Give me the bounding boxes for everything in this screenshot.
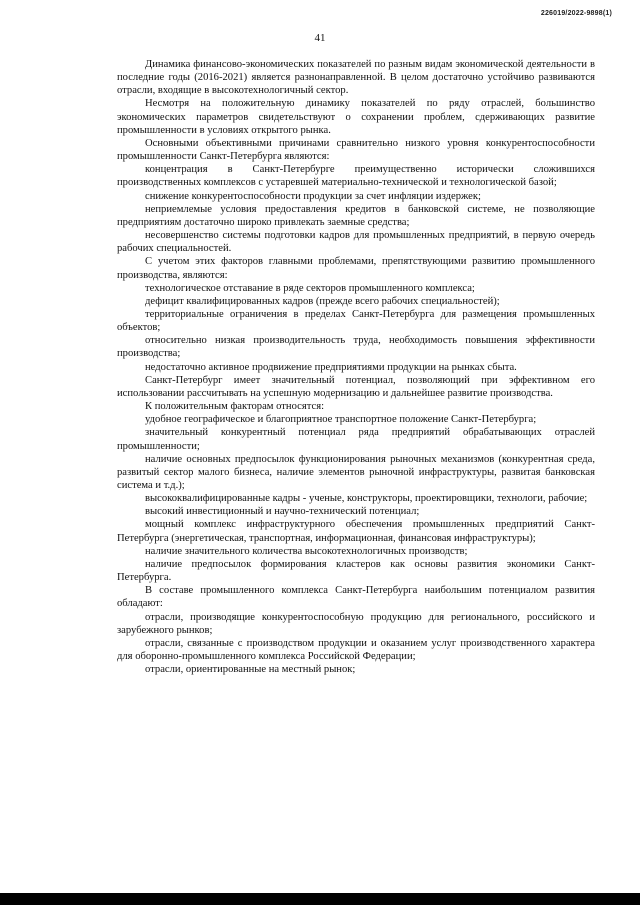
list-item: недостаточно активное продвижение предприятиями продукции на рынках сбыта. <box>145 361 517 373</box>
list-item: высокий инвестиционный и научно-технический потенциал; <box>145 506 420 518</box>
paragraph: С учетом этих факторов главными проблемами, препятствующими развитию промышленного производства, являются: <box>117 256 595 281</box>
document-body <box>117 58 595 676</box>
list-item: концентрация в Санкт-Петербурге преимущественно исторически сложившихся производственных комплексов с устаревшей материально-технической и технологической базой; <box>117 164 595 189</box>
list-item: дефицит квалифицированных кадров (прежде всего рабочих специальностей); <box>145 295 500 307</box>
list-item: высококвалифицированные кадры - ученые, конструкторы, проектировщики, технологи, рабочие; <box>145 493 588 505</box>
list-item: неприемлемые условия предоставления кредитов в банковской системе, не позволяющие предприятиям достаточно широко привлекать заемные средства; <box>117 203 595 228</box>
scan-bottom-edge <box>0 893 640 905</box>
paragraph: К положительным факторам относятся: <box>145 401 325 413</box>
list-item: отрасли, связанные с производством продукции и оказанием услуг производственного характера для оборонно-промышленного комплекса Российской Федерации; <box>117 637 595 663</box>
list-item: мощный комплекс инфраструктурного обеспечения промышленных предприятий Санкт-Петербурга (энергетическая, транспортная, информационная, финансовая инфраструктуры); <box>117 519 595 544</box>
page-number: 41 <box>314 32 326 44</box>
paragraph: Динамика финансово-экономических показателей по разным видам экономической деятельности в последние годы (2016-2021) является разнонаправленной. В целом достаточно устойчиво развиваются отрасли, входящие в высокотехнологичный сектор. <box>117 59 595 97</box>
list-item: значительный конкурентный потенциал ряда предприятий обрабатывающих отраслей промышленности; <box>117 427 595 452</box>
list-item: территориальные ограничения в пределах Санкт-Петербурга для размещения промышленных объектов; <box>117 308 595 334</box>
paragraph: В составе промышленного комплекса Санкт-Петербурга наибольшим потенциалом развития обладают: <box>117 585 595 610</box>
paragraph: Санкт-Петербург имеет значительный потенциал, позволяющий при эффективном его использовании рассчитывать на успешную модернизацию и дальнейшее развитие производства. <box>117 374 595 399</box>
list-item: относительно низкая производительность труда, необходимость повышения эффективности производства; <box>117 335 595 360</box>
list-item: несовершенство системы подготовки кадров для промышленных предприятий, в первую очередь рабочих специальностей. <box>117 230 595 255</box>
list-item: наличие предпосылок формирования кластеров как основы развития экономики Санкт-Петербурга. <box>117 558 595 584</box>
list-item: отрасли, производящие конкурентоспособную продукцию для регионального, российского и зарубежного рынков; <box>117 611 595 636</box>
list-item: наличие основных предпосылок функционирования рыночных механизмов (конкурентная среда, развитый сектор малого бизнеса, наличие элементов рыночной инфраструктуры, развитая банковская система и т.д.); <box>117 453 595 491</box>
list-item: удобное географическое и благоприятное транспортное положение Санкт-Петербурга; <box>145 414 537 426</box>
list-item: снижение конкурентоспособности продукции за счет инфляции издержек; <box>145 190 481 202</box>
paragraph: Основными объективными причинами сравнительно низкого уровня конкурентоспособности промышленности Санкт-Петербурга являются: <box>117 137 595 163</box>
document-id: 226019/2022-9898(1) <box>540 10 612 17</box>
list-item: технологическое отставание в ряде секторов промышленного комплекса; <box>145 282 475 294</box>
list-item: отрасли, ориентированные на местный рынок; <box>145 664 356 676</box>
paragraph: Несмотря на положительную динамику показателей по ряду отраслей, большинство экономических параметров свидетельствуют о сохранении проблем, сдерживающих развитие промышленности в условиях открытого рынка. <box>117 98 595 136</box>
list-item: наличие значительного количества высокотехнологичных производств; <box>145 545 468 557</box>
